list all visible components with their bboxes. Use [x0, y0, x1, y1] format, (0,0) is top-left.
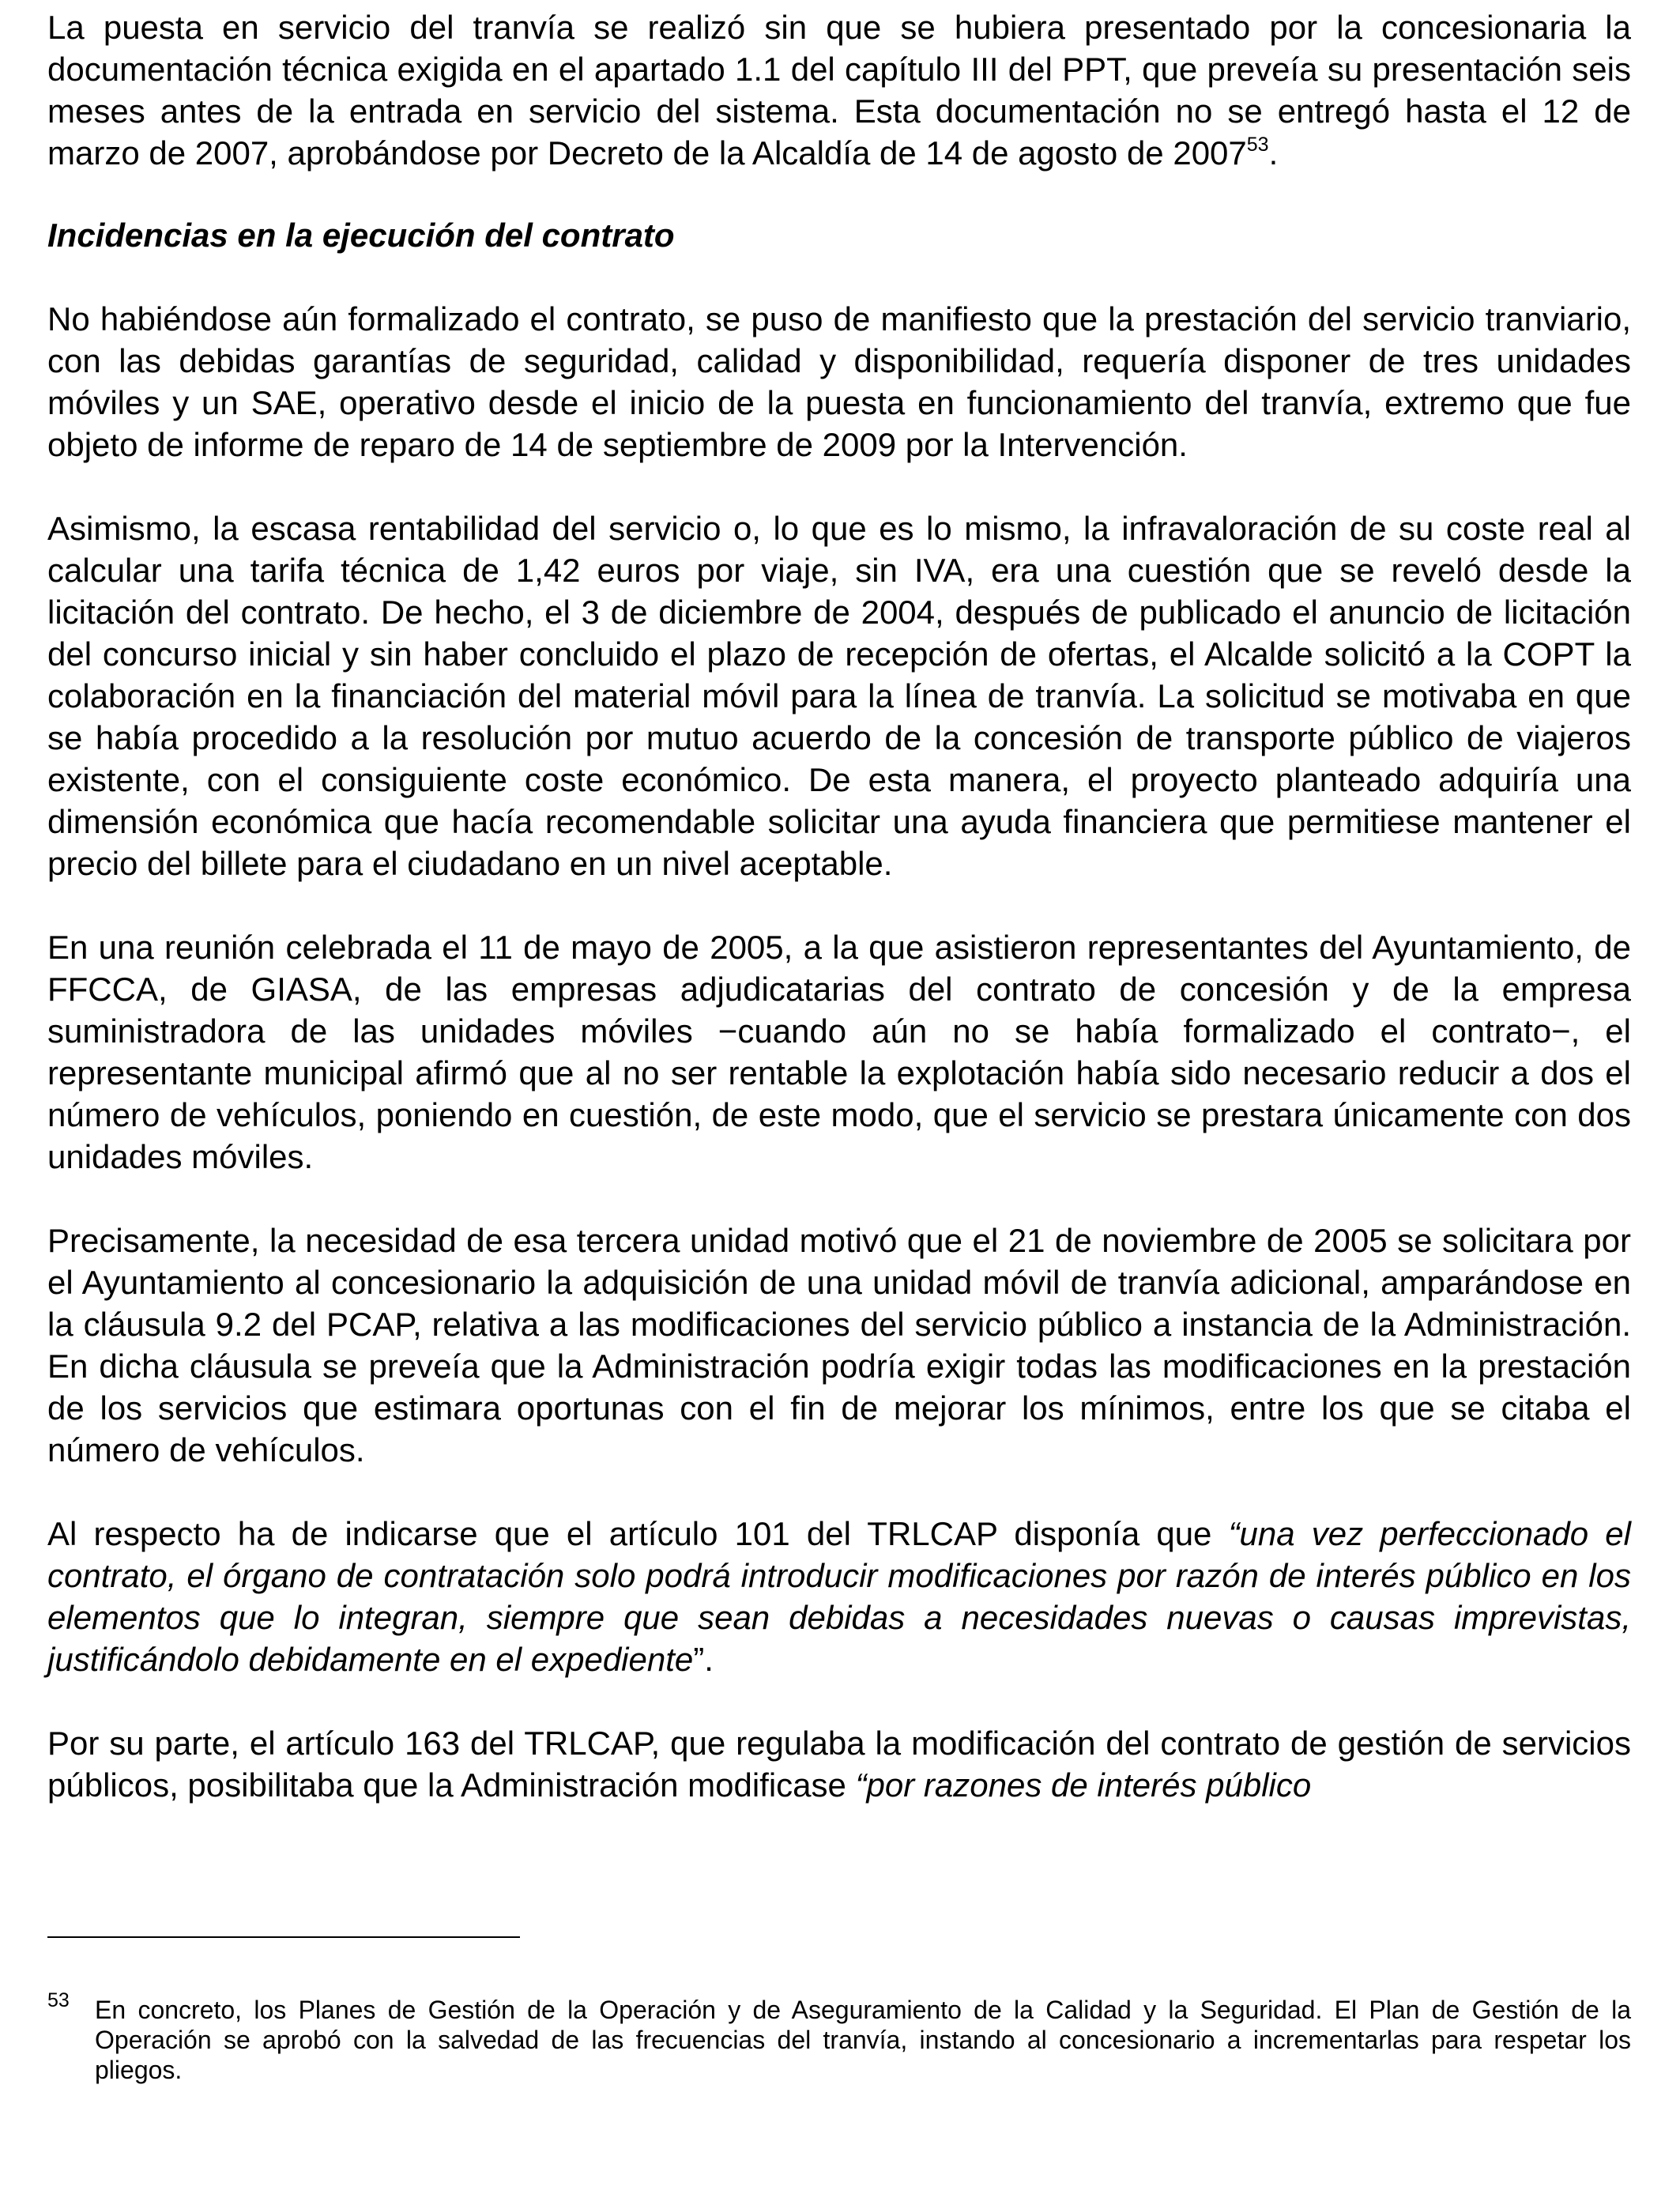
footnote-reference[interactable]: 53 [1246, 134, 1269, 156]
section-heading: Incidencias en la ejecución del contrato [47, 217, 675, 254]
paragraph-6-text: Al respecto ha de indicarse que el artículo 101 del TRLCAP disponía que [47, 1515, 1229, 1552]
paragraph-6-quote: “una vez perfeccionado el contrato, el órgano de contratación solo podrá introducir modificaciones por razón de interés público en los elementos que lo integran, siempre que sean debidas a necesidades nuevas o causas imprevistas, justificándolo debidamente en el expediente [47, 1515, 1631, 1678]
footnote-separator [47, 1936, 520, 1938]
paragraph-1-text: La puesta en servicio del tranvía se realizó sin que se hubiera presentado por la concesionaria la documentación técnica exigida en el apartado 1.1 del capítulo III del PPT, que preveía su presentación seis meses antes de la entrada en servicio del sistema. Esta documentación no se entregó hasta el 12 de marzo de 2007, aprobándose por Decreto de la Alcaldía de 14 de agosto de 2007 [47, 9, 1631, 172]
paragraph-1-end: . [1268, 134, 1279, 172]
document-body [47, 0, 1631, 1806]
paragraph-1 [47, 0, 1631, 174]
footnote [47, 1989, 1631, 2085]
paragraph-7-text: Por su parte, el artículo 163 del TRLCAP, que regulaba la modificación del contrato de gestión de servicios públicos, posibilitaba que la Administración modificase [47, 1725, 1631, 1804]
paragraph-4: En una reunión celebrada el 11 de mayo de 2005, a la que asistieron representantes del Ayuntamiento, de FFCCA, de GIASA, de las empresas adjudicatarias del contrato de concesión y de la empresa suministradora de las unidades móviles −cuando aún no se había formalizado el contrato−, el representante municipal afirmó que al no ser rentable la explotación había sido necesario reducir a dos el número de vehículos, poniendo en cuestión, de este modo, que el servicio se prestara únicamente con dos unidades móviles. [47, 929, 1631, 1175]
paragraph-7 [47, 1722, 1631, 1806]
footnote-text: En concreto, los Planes de Gestión de la Operación y de Aseguramiento de la Calidad y la Seguridad. El Plan de Gestión de la Operación se aprobó con la salvedad de las frecuencias del tranvía, instando al concesionario a incrementarlas para respetar los pliegos. [95, 1996, 1631, 2084]
paragraph-2: No habiéndose aún formalizado el contrato, se puso de manifiesto que la prestación del servicio tranviario, con las debidas garantías de seguridad, calidad y disponibilidad, requería disponer de tres unidades móviles y un SAE, operativo desde el inicio de la puesta en funcionamiento del tranvía, extremo que fue objeto de informe de reparo de 14 de septiembre de 2009 por la Intervención. [47, 300, 1631, 463]
paragraph-6 [47, 1513, 1631, 1680]
paragraph-3: Asimismo, la escasa rentabilidad del servicio o, lo que es lo mismo, la infravaloración de su coste real al calcular una tarifa técnica de 1,42 euros por viaje, sin IVA, era una cuestión que se reveló desde la licitación del contrato. De hecho, el 3 de diciembre de 2004, después de publicado el anuncio de licitación del concurso inicial y sin haber concluido el plazo de recepción de ofertas, el Alcalde solicitó a la COPT la colaboración en la financiación del material móvil para la línea de tranvía. La solicitud se motivaba en que se había procedido a la resolución por mutuo acuerdo de la concesión de transporte público de viajeros existente, con el consiguiente coste económico. De esta manera, el proyecto planteado adquiría una dimensión económica que hacía recomendable solicitar una ayuda financiera que permitiese mantener el precio del billete para el ciudadano en un nivel aceptable. [47, 510, 1631, 882]
paragraph-7-quote: “por razones de interés público [855, 1766, 1312, 1804]
paragraph-6-end: ”. [693, 1641, 714, 1678]
footnote-number: 53 [47, 1989, 70, 2011]
paragraph-5: Precisamente, la necesidad de esa tercera unidad motivó que el 21 de noviembre de 2005 se solicitara por el Ayuntamiento al concesionario la adquisición de una unidad móvil de tranvía adicional, amparándose en la cláusula 9.2 del PCAP, relativa a las modificaciones del servicio público a instancia de la Administración. En dicha cláusula se preveía que la Administración podría exigir todas las modificaciones en la prestación de los servicios que estimara oportunas con el fin de mejorar los mínimos, entre los que se citaba el número de vehículos. [47, 1222, 1631, 1468]
